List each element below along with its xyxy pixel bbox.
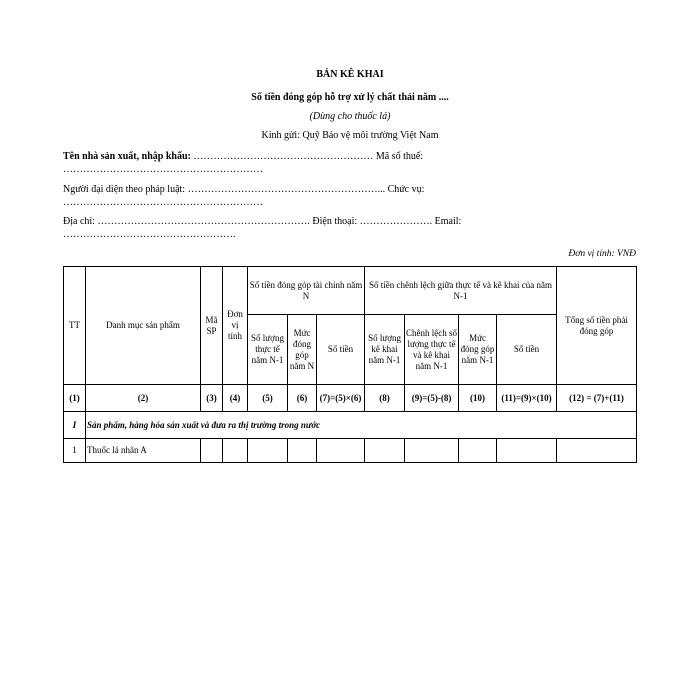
- currency-unit: Đơn vị tính: VNĐ: [568, 249, 636, 259]
- header-code: Mã SP: [201, 267, 223, 385]
- header-qty-declared: Số lượng kê khai năm N-1: [365, 315, 405, 385]
- form-subtitle: Số tiền đóng góp hỗ trợ xử lý chất thải năm ....: [251, 92, 449, 103]
- producer-label: Tên nhà sản xuất, nhập khẩu:: [63, 151, 191, 162]
- numbering-cell: (2): [86, 385, 201, 412]
- address-line[interactable]: Địa chỉ: ………………………………………………………. Điện thoại: …………………. Email:: [63, 216, 462, 227]
- header-product: Danh mục sản phẩm: [86, 267, 201, 385]
- section-number: I: [64, 412, 86, 439]
- header-amount-2: Số tiền: [497, 315, 557, 385]
- header-total: Tổng số tiền phải đóng góp: [557, 267, 637, 385]
- header-qty-diff: Chênh lệch số lượng thực tế và kê khai năm N-1: [405, 315, 459, 385]
- cell-total[interactable]: [557, 439, 637, 463]
- numbering-cell: (9)=(5)-(8): [405, 385, 459, 412]
- cell-qty-actual[interactable]: [248, 439, 288, 463]
- header-tt: TT: [64, 267, 86, 385]
- usage-note: (Dùng cho thuốc lá): [309, 111, 391, 122]
- section-row: [64, 412, 637, 439]
- numbering-cell: (3): [201, 385, 223, 412]
- numbering-cell: (6): [288, 385, 317, 412]
- row-number: 1: [64, 439, 86, 463]
- cell-rate-n1[interactable]: [459, 439, 497, 463]
- header-rate-n1: Mức đóng góp năm N-1: [459, 315, 497, 385]
- numbering-cell: (10): [459, 385, 497, 412]
- header-group-diff: Số tiền chênh lệch giữa thực tế và kê khai của năm N-1: [365, 267, 557, 315]
- numbering-row: [64, 385, 637, 412]
- representative-field-continuation[interactable]: ……………………………………………………: [63, 197, 263, 208]
- form-title: BẢN KÊ KHAI: [316, 69, 384, 80]
- address-field-continuation[interactable]: …………………………………………….: [63, 229, 236, 240]
- addressee: Kính gửi: Quỹ Bảo vệ môi trường Việt Nam: [261, 130, 439, 141]
- cell-amount-1[interactable]: [317, 439, 365, 463]
- header-rate-n: Mức đóng góp năm N: [288, 315, 317, 385]
- cell-qty-declared[interactable]: [365, 439, 405, 463]
- numbering-cell: (11)=(9)×(10): [497, 385, 557, 412]
- table-row: [64, 439, 637, 463]
- header-unit: Đơn vị tính: [223, 267, 248, 385]
- producer-line: [63, 151, 643, 162]
- cell-rate-n[interactable]: [288, 439, 317, 463]
- section-label: Sản phẩm, hàng hóa sản xuất và đưa ra thị trường trong nước: [86, 412, 637, 439]
- cell-amount-2[interactable]: [497, 439, 557, 463]
- cell-qty-diff[interactable]: [405, 439, 459, 463]
- header-group-financial: Số tiền đóng góp tài chính năm N: [248, 267, 365, 315]
- cell-code[interactable]: [201, 439, 223, 463]
- header-qty-actual: Số lượng thực tế năm N-1: [248, 315, 288, 385]
- numbering-cell: (7)=(5)×(6): [317, 385, 365, 412]
- cell-unit[interactable]: [223, 439, 248, 463]
- producer-field-continuation[interactable]: ……………………………………………………: [63, 164, 263, 175]
- producer-field[interactable]: ……………………………………………… Mã số thuế:: [190, 151, 424, 162]
- numbering-cell: (8): [365, 385, 405, 412]
- representative-line[interactable]: Người đại diện theo pháp luật: …………………………………………………... Chức vụ:: [63, 184, 425, 195]
- numbering-cell: (1): [64, 385, 86, 412]
- row-product: Thuốc lá nhãn A: [86, 439, 201, 463]
- header-amount-1: Số tiền: [317, 315, 365, 385]
- numbering-cell: (5): [248, 385, 288, 412]
- numbering-cell: (12) = (7)+(11): [557, 385, 637, 412]
- declaration-table: [63, 266, 637, 463]
- numbering-cell: (4): [223, 385, 248, 412]
